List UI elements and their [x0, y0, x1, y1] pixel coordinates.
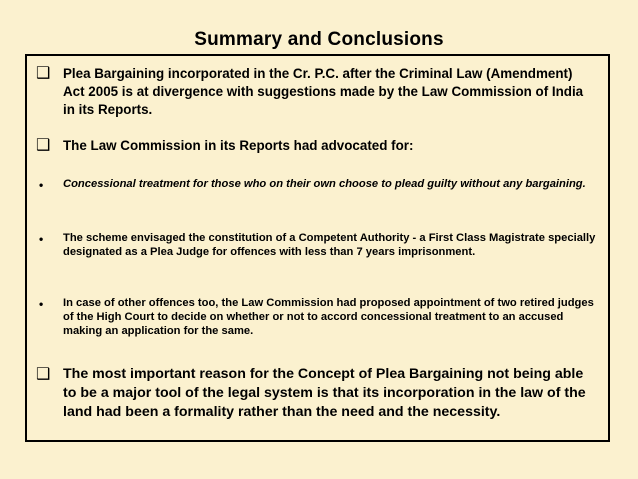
sub-bullet-text-3: In case of other offences too, the Law Commission had proposed appointment of two retired judges of the High Court to decide on whether or not to accord concessional treatment to an accused making an application for the same.	[63, 297, 594, 337]
dot-bullet-icon: •	[39, 297, 44, 311]
content-box	[25, 54, 610, 442]
checkbox-bullet-icon: ❑	[36, 366, 51, 383]
bullet-text-3: The most important reason for the Concept of Plea Bargaining not being able to be a major tool of the legal system is that its incorporation in the law of the land had been a formality rather than the need and the necessity.	[63, 366, 586, 420]
checkbox-bullet-icon: ❑	[36, 137, 51, 154]
dot-bullet-icon: •	[39, 232, 44, 246]
bullet-text-1: Plea Bargaining incorporated in the Cr. P.C. after the Criminal Law (Amendment) Act 2005 is at divergence with suggestions made by the Law Commission of India in its Reports.	[63, 66, 584, 117]
sub-bullet-text-2: The scheme envisaged the constitution of a Competent Authority - a First Class Magistrate specially designated as a Plea Judge for offences with less than 7 years imprisonment.	[63, 232, 596, 258]
dot-bullet-icon: •	[39, 178, 44, 192]
bullet-text-2: The Law Commission in its Reports had advocated for:	[63, 138, 414, 153]
sub-bullet-text-1: Concessional treatment for those who on their own choose to plead guilty without any bargaining.	[63, 178, 586, 190]
slide-title: Summary and Conclusions	[194, 29, 444, 50]
checkbox-bullet-icon: ❑	[36, 65, 51, 82]
